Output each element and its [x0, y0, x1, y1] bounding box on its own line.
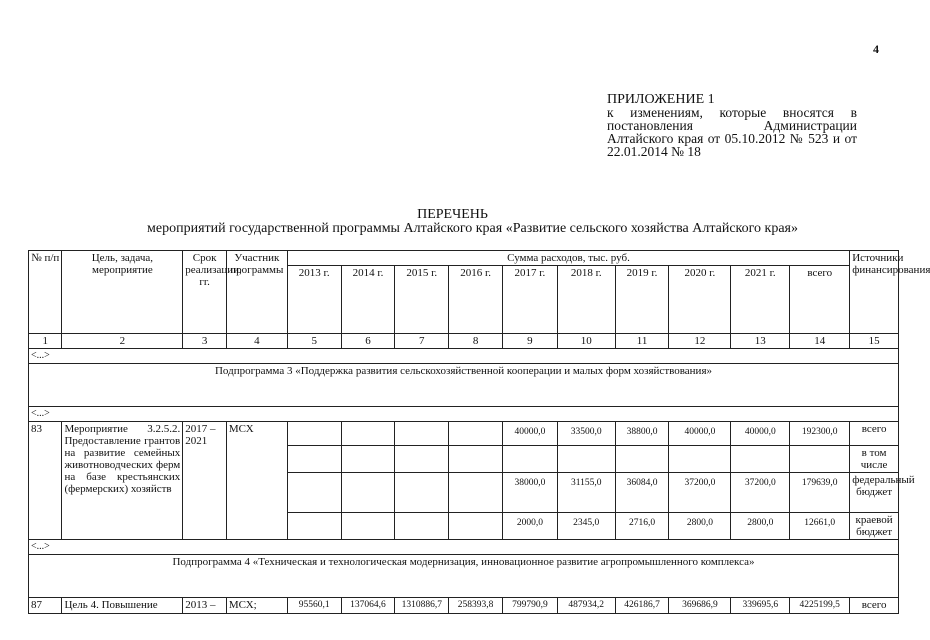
- measures-table: [28, 250, 930, 614]
- value-cell: 95560,1: [287, 598, 341, 614]
- value-cell: 258393,8: [449, 598, 503, 614]
- ellipsis: <...>: [29, 540, 899, 555]
- column-number: 3: [183, 334, 227, 349]
- header-year: 2013 г.: [287, 266, 341, 334]
- header-year: 2017 г.: [502, 266, 557, 334]
- header-year: 2014 г.: [341, 266, 395, 334]
- subprogram-row: [29, 364, 899, 407]
- column-number: 1: [29, 334, 62, 349]
- row-participant: МСХ: [226, 422, 287, 540]
- value-cell: 33500,0: [557, 422, 615, 446]
- value-cell: 2800,0: [669, 513, 731, 540]
- value-cell: [615, 446, 669, 473]
- value-cell: 192300,0: [790, 422, 850, 446]
- source-cell: краевой бюджет: [850, 513, 899, 540]
- column-number: 9: [502, 334, 557, 349]
- header-sum: Сумма расходов, тыс. руб.: [287, 251, 849, 266]
- value-cell: 339695,6: [731, 598, 790, 614]
- column-number: 5: [287, 334, 341, 349]
- value-cell: [395, 473, 449, 513]
- column-number: 14: [790, 334, 850, 349]
- column-number: 7: [395, 334, 449, 349]
- column-number: 8: [449, 334, 503, 349]
- header-row: [29, 251, 899, 266]
- value-cell: 38000,0: [502, 473, 557, 513]
- subprogram-row: [29, 555, 899, 598]
- value-cell: 12661,0: [790, 513, 850, 540]
- value-cell: [395, 513, 449, 540]
- measure-text: Цель 4. Повышение: [62, 598, 183, 614]
- value-cell: 1310886,7: [395, 598, 449, 614]
- value-cell: 40000,0: [731, 422, 790, 446]
- header-year: 2018 г.: [557, 266, 615, 334]
- value-cell: 31155,0: [557, 473, 615, 513]
- header-participant: Участник программы: [226, 251, 287, 334]
- value-cell: [287, 422, 341, 446]
- value-cell: 40000,0: [669, 422, 731, 446]
- value-cell: [341, 422, 395, 446]
- ellipsis-row: [29, 407, 899, 422]
- value-cell: 799790,9: [502, 598, 557, 614]
- value-cell: 37200,0: [731, 473, 790, 513]
- value-cell: [395, 446, 449, 473]
- header-source: Источники финансирования: [850, 251, 899, 334]
- value-cell: 4225199,5: [790, 598, 850, 614]
- value-cell: [502, 446, 557, 473]
- page-number: 4: [873, 42, 879, 56]
- source-cell: всего: [850, 598, 899, 614]
- value-cell: [341, 473, 395, 513]
- document-title-line1: ПЕРЕЧЕНЬ: [417, 207, 488, 222]
- column-number: 6: [341, 334, 395, 349]
- source-cell: в том числе: [850, 446, 899, 473]
- header-goal: Цель, задача, мероприятие: [62, 251, 183, 334]
- row-term: 2013 –: [183, 598, 227, 614]
- row-term: 2017 – 2021: [183, 422, 227, 540]
- value-cell: [341, 513, 395, 540]
- header-year: 2021 г.: [731, 266, 790, 334]
- value-cell: 369686,9: [669, 598, 731, 614]
- header-year: 2015 г.: [395, 266, 449, 334]
- value-cell: [449, 422, 503, 446]
- table-row-83: [29, 422, 899, 446]
- value-cell: 37200,0: [669, 473, 731, 513]
- value-cell: [449, 513, 503, 540]
- value-cell: 36084,0: [615, 473, 669, 513]
- document-title-line2: мероприятий государственной программы Алтайского края «Развитие сельского хозяйства Алтайского края»: [147, 221, 798, 236]
- value-cell: [449, 446, 503, 473]
- value-cell: 2800,0: [731, 513, 790, 540]
- value-cell: [287, 473, 341, 513]
- ellipsis-row: [29, 540, 899, 555]
- header-year: 2020 г.: [669, 266, 731, 334]
- value-cell: 426186,7: [615, 598, 669, 614]
- value-cell: 40000,0: [502, 422, 557, 446]
- value-cell: 487934,2: [557, 598, 615, 614]
- value-cell: [557, 446, 615, 473]
- ellipsis: <...>: [29, 349, 899, 364]
- value-cell: 2345,0: [557, 513, 615, 540]
- value-cell: 179639,0: [790, 473, 850, 513]
- column-number: 13: [731, 334, 790, 349]
- value-cell: 2000,0: [502, 513, 557, 540]
- column-number: 2: [62, 334, 183, 349]
- document-title: [0, 208, 905, 236]
- value-cell: [287, 446, 341, 473]
- value-cell: [395, 422, 449, 446]
- ellipsis: <...>: [29, 407, 899, 422]
- column-numbers-row: [29, 334, 899, 349]
- row-number: 87: [29, 598, 62, 614]
- appendix-body: к изменениям, которые вносятся в постановления Администрации Алтайского края от 05.10.2012 № 523 и от 22.01.2014 № 18: [607, 105, 857, 159]
- value-cell: 38800,0: [615, 422, 669, 446]
- value-cell: [669, 446, 731, 473]
- value-cell: [449, 473, 503, 513]
- value-cell: 137064,6: [341, 598, 395, 614]
- ellipsis-row: [29, 349, 899, 364]
- value-cell: [790, 446, 850, 473]
- source-cell: всего: [850, 422, 899, 446]
- column-number: 11: [615, 334, 669, 349]
- value-cell: 2716,0: [615, 513, 669, 540]
- appendix-block: [607, 93, 857, 158]
- column-number: 4: [226, 334, 287, 349]
- source-cell: федеральный бюджет: [850, 473, 899, 513]
- value-cell: [731, 446, 790, 473]
- row-number: 83: [29, 422, 62, 540]
- row-participant: МСХ;: [226, 598, 287, 614]
- header-no: № п/п: [29, 251, 62, 334]
- subprogram4-title: Подпрограмма 4 «Техническая и технологическая модернизация, инновационное развитие агропромышленного комплекса»: [29, 555, 899, 598]
- value-cell: [341, 446, 395, 473]
- column-number: 15: [850, 334, 899, 349]
- table-row-87: [29, 598, 899, 614]
- column-number: 10: [557, 334, 615, 349]
- header-year: 2016 г.: [449, 266, 503, 334]
- header-term: Срок реализации, гг.: [183, 251, 227, 334]
- header-total: всего: [790, 266, 850, 334]
- appendix-title: ПРИЛОЖЕНИЕ 1: [607, 92, 715, 107]
- header-year: 2019 г.: [615, 266, 669, 334]
- column-number: 12: [669, 334, 731, 349]
- value-cell: [287, 513, 341, 540]
- measure-text: Мероприятие 3.2.5.2. Предоставление грантов на развитие семейных животноводческих ферм на базе крестьянских (фермерских) хозяйств: [62, 422, 183, 540]
- subprogram3-title: Подпрограмма 3 «Поддержка развития сельскохозяйственной кооперации и малых форм хозяйствования»: [29, 364, 899, 407]
